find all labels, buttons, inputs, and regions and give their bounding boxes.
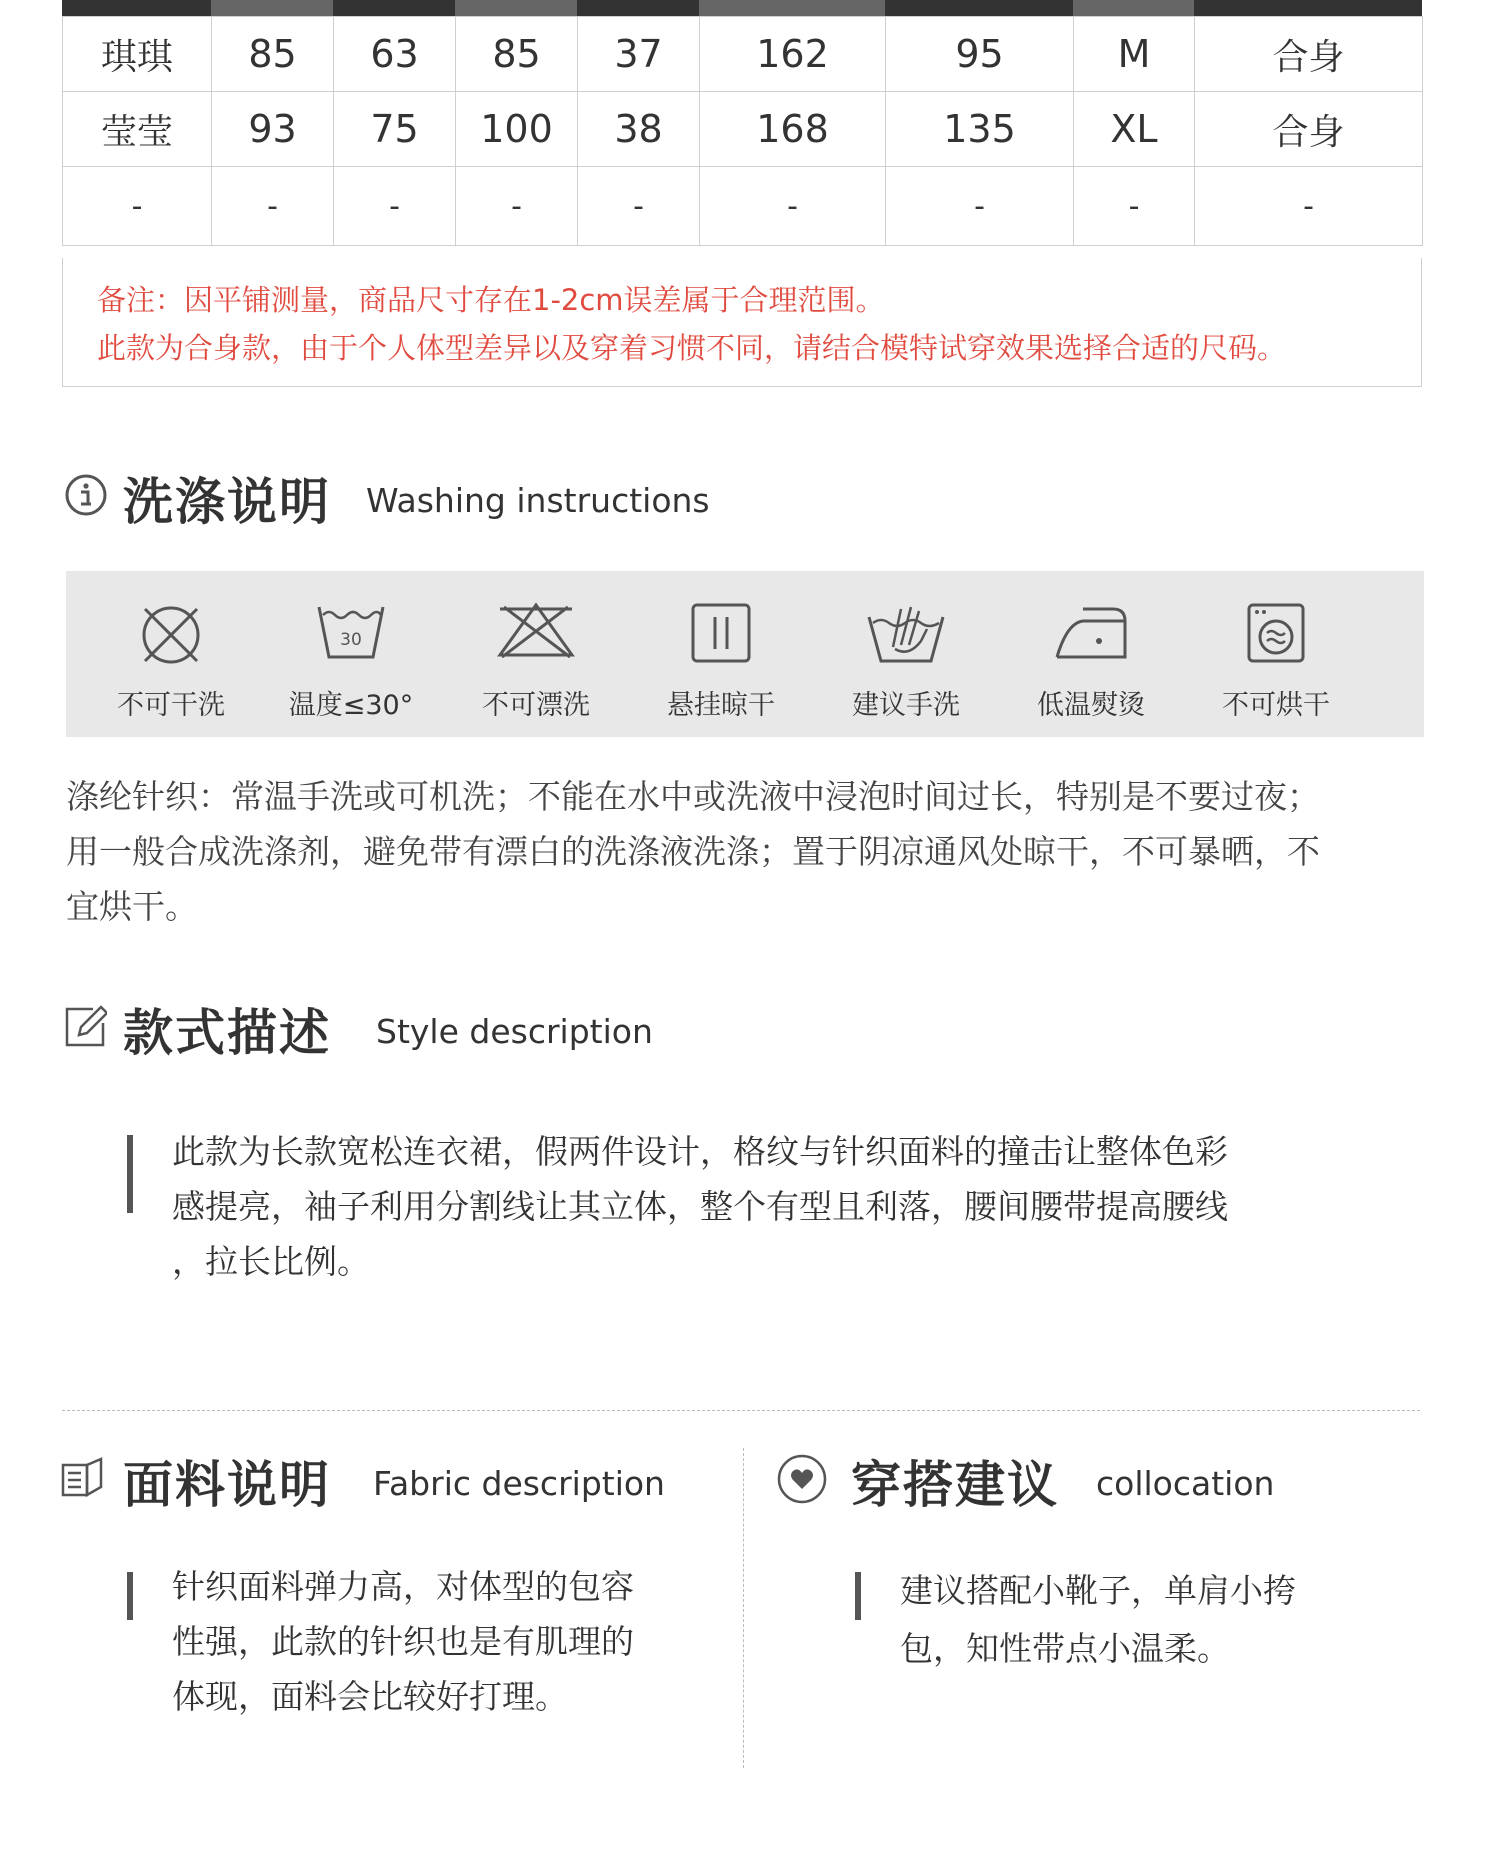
- wash-symbol: [451, 571, 621, 737]
- hang-dry-icon: [689, 601, 753, 665]
- washing-text-line: 用一般合成洗涤剂，避免带有漂白的洗涤液洗涤；置于阴凉通风处晾干，不可暴晒，不: [66, 832, 1320, 871]
- collocation-subtitle: collocation: [1096, 1464, 1275, 1503]
- fit-cell: 合身: [1195, 17, 1423, 92]
- washing-description: [66, 769, 1320, 934]
- header-cell: [699, 0, 885, 16]
- washing-subtitle: Washing instructions: [366, 481, 710, 520]
- header-cell: [1194, 0, 1422, 16]
- table-cell: -: [700, 167, 886, 246]
- model-name-cell: 琪琪: [63, 17, 212, 92]
- table-cell: 37: [578, 17, 700, 92]
- table-cell: 93: [212, 92, 334, 167]
- fabric-text-line: 性强，此款的针织也是有肌理的: [172, 1622, 634, 1661]
- style-title: 款式描述: [123, 1004, 331, 1062]
- size-note-box: [62, 258, 1422, 387]
- table-cell: 135: [886, 92, 1074, 167]
- table-cell: 75: [334, 92, 456, 167]
- fabric-title: 面料说明: [123, 1456, 331, 1514]
- table-cell: 85: [212, 17, 334, 92]
- header-cell: [211, 0, 333, 16]
- table-cell: XL: [1074, 92, 1195, 167]
- header-cell: [577, 0, 699, 16]
- fabric-text-line: 针织面料弹力高，对体型的包容: [172, 1567, 634, 1606]
- fabric-book-icon: [61, 1457, 105, 1503]
- style-description: [172, 1124, 1228, 1289]
- table-cell: 162: [700, 17, 886, 92]
- collocation-description: [900, 1562, 1296, 1678]
- table-cell: -: [1195, 167, 1423, 246]
- header-cell: [333, 0, 455, 16]
- table-cell: -: [1074, 167, 1195, 246]
- wash-symbol-label: 不可烘干: [1222, 690, 1330, 721]
- table-cell: 38: [578, 92, 700, 167]
- collocation-text-line: 包，知性带点小温柔。: [900, 1629, 1230, 1668]
- style-text-line: ，拉长比例。: [172, 1242, 370, 1281]
- column-divider: [743, 1448, 744, 1768]
- table-cell: 95: [886, 17, 1074, 92]
- table-cell: 100: [456, 92, 578, 167]
- washing-title: 洗涤说明: [123, 473, 331, 531]
- table-cell: -: [578, 167, 700, 246]
- wash-symbol-label: 不可漂洗: [482, 690, 590, 721]
- hand-wash-icon: [865, 601, 947, 665]
- wash-symbol-label: 不可干洗: [117, 690, 225, 721]
- edit-icon: [63, 1005, 107, 1053]
- table-cell: -: [212, 167, 334, 246]
- low-iron-icon: [1053, 601, 1129, 663]
- table-row: [63, 167, 1423, 246]
- collocation-text-line: 建议搭配小靴子，单肩小挎: [900, 1571, 1296, 1610]
- wash-symbol-label: 建议手洗: [852, 690, 960, 721]
- collocation-title: 穿搭建议: [851, 1456, 1059, 1514]
- wash-symbol-label: 悬挂晾干: [667, 690, 775, 721]
- table-cell: 168: [700, 92, 886, 167]
- quote-bar: [855, 1572, 861, 1620]
- table-cell: M: [1074, 17, 1195, 92]
- wash-symbol: [1191, 571, 1361, 737]
- wash-symbol: [266, 571, 436, 737]
- wash-30-icon: [315, 601, 387, 665]
- fabric-subtitle: Fabric description: [373, 1464, 665, 1503]
- wash-symbol: [636, 571, 806, 737]
- table-cell: 85: [456, 17, 578, 92]
- washing-text-line: 宜烘干。: [66, 887, 198, 926]
- size-note-line: 备注：因平铺测量，商品尺寸存在1-2cm误差属于合理范围。: [97, 283, 885, 317]
- quote-bar: [127, 1135, 133, 1213]
- wash-symbol-label: 低温熨烫: [1037, 690, 1145, 721]
- header-cell: [455, 0, 577, 16]
- wash-symbol: [1006, 571, 1176, 737]
- no-bleach-icon: [496, 601, 576, 661]
- model-name-cell: 莹莹: [63, 92, 212, 167]
- header-cell: [1073, 0, 1194, 16]
- fit-cell: 合身: [1195, 92, 1423, 167]
- washing-text-line: 涤纶针织：常温手洗或可机洗；不能在水中或洗液中浸泡时间过长，特别是不要过夜；: [66, 777, 1320, 816]
- wash-symbol-label: 温度≤30°: [288, 690, 414, 721]
- no-tumble-dry-icon: [1245, 601, 1307, 665]
- wash-symbols-bar: [66, 571, 1424, 737]
- table-cell: -: [456, 167, 578, 246]
- heart-circle-icon: [776, 1453, 828, 1509]
- table-row: [63, 92, 1423, 167]
- size-grid: [62, 16, 1423, 246]
- header-cell: [62, 0, 211, 16]
- size-note-line: 此款为合身款，由于个人体型差异以及穿着习惯不同，请结合模特试穿效果选择合适的尺码。: [97, 331, 1287, 365]
- wash-symbol: [821, 571, 991, 737]
- section-divider: [62, 1410, 1420, 1411]
- info-circle-icon: [64, 473, 108, 521]
- style-subtitle: Style description: [376, 1012, 653, 1051]
- fabric-description: [172, 1559, 634, 1724]
- wash-temp-text: 30: [340, 630, 362, 650]
- style-text-line: 感提亮，袖子利用分割线让其立体，整个有型且利落，腰间腰带提高腰线: [172, 1187, 1228, 1226]
- no-dry-clean-icon: [137, 601, 205, 669]
- table-cell: -: [63, 167, 212, 246]
- style-text-line: 此款为长款宽松连衣裙，假两件设计，格纹与针织面料的撞击让整体色彩: [172, 1132, 1228, 1171]
- header-cell: [885, 0, 1073, 16]
- table-cell: 63: [334, 17, 456, 92]
- fabric-text-line: 体现，面料会比较好打理。: [172, 1677, 568, 1716]
- quote-bar: [127, 1572, 133, 1620]
- table-row: [63, 17, 1423, 92]
- table-cell: -: [334, 167, 456, 246]
- table-cell: -: [886, 167, 1074, 246]
- wash-symbol: [86, 571, 256, 737]
- table-header-strip: [62, 0, 1422, 16]
